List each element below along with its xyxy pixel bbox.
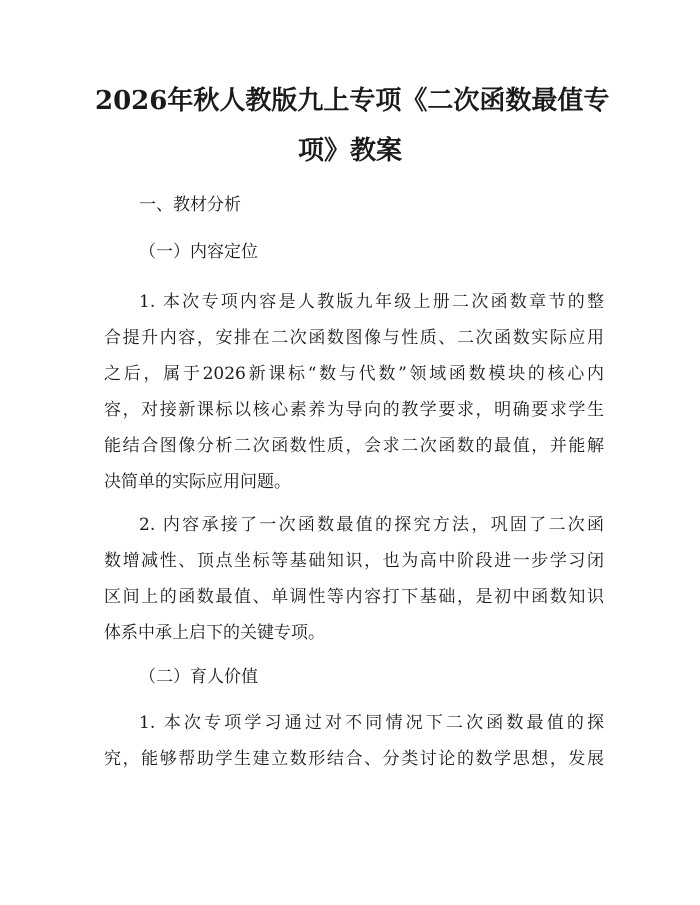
- paragraph-line: 1. 本次专项内容是人教版九年级上册二次函数章节的整: [139, 292, 604, 312]
- paragraph-line: 1. 本次专项学习通过对不同情况下二次函数最值的探: [139, 713, 604, 733]
- title-line-1: 2026年秋人教版九上专项《二次函数最值专: [95, 86, 610, 116]
- paragraph-line: 区间上的函数最值、单调性等内容打下基础，是初中函数知识: [104, 587, 604, 607]
- subsection-heading-content-positioning: （一）内容定位: [139, 242, 258, 262]
- paragraph-line: 究，能够帮助学生建立数形结合、分类讨论的数学思想，发展: [104, 749, 604, 769]
- paragraph-content-positioning-1: [104, 284, 604, 500]
- paragraph-educational-value-1: [104, 705, 604, 777]
- subsection-heading-educational-value: （二）育人价值: [139, 667, 258, 687]
- paragraph-line: 决简单的实际应用问题。: [104, 472, 291, 492]
- paragraph-line: 体系中承上启下的关键专项。: [104, 623, 325, 643]
- paragraph-line: 合提升内容，安排在二次函数图像与性质、二次函数实际应用: [104, 328, 604, 348]
- paragraph-line: 之后，属于2026新课标“数与代数”领域函数模块的核心内: [104, 364, 604, 384]
- paragraph-line: 能结合图像分析二次函数性质，会求二次函数的最值，并能解: [104, 436, 604, 456]
- paragraph-line: 2. 内容承接了一次函数最值的探究方法，巩固了二次函: [139, 515, 604, 535]
- title-line-2: 项》教案: [297, 136, 402, 166]
- section-heading-teaching-material-analysis: 一、教材分析: [139, 195, 241, 215]
- paragraph-content-positioning-2: [104, 507, 604, 651]
- paragraph-line: 数增减性、顶点坐标等基础知识，也为高中阶段进一步学习闭: [104, 551, 604, 571]
- document-title: [95, 76, 610, 176]
- paragraph-line: 容，对接新课标以核心素养为导向的教学要求，明确要求学生: [104, 400, 604, 420]
